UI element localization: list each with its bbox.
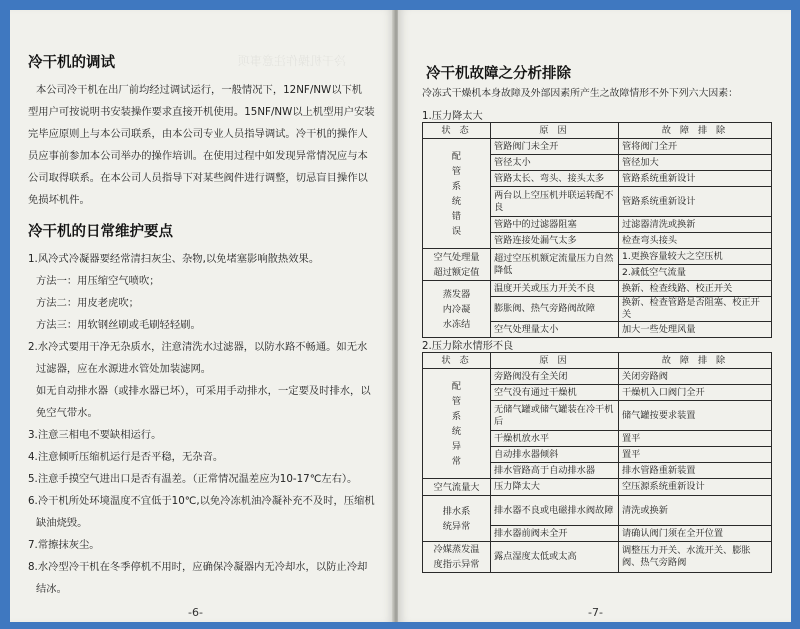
cause-cell: 管路阀门未全开	[491, 139, 619, 155]
maint-line-12: 6.冷干机所处环境温度不宜低于10℃,以免冷冻机油冷凝补充不及时，压缩机	[28, 495, 375, 507]
fix-cell: 管路系统重新设计	[619, 171, 772, 187]
fix-cell: 请确认阀门须在全开位置	[619, 526, 772, 542]
page-number-left: -6-	[188, 606, 203, 619]
table-header-row	[423, 123, 772, 139]
state-char: 管	[451, 165, 462, 177]
troubleshooting-title: 冷干机故障之分析排除	[426, 66, 571, 82]
state-cell-piping-abnormal	[423, 369, 491, 479]
table-row	[423, 479, 772, 496]
cause-cell: 管径太小	[491, 155, 619, 171]
maint-line-14: 7.常擦抹灰尘。	[28, 539, 100, 551]
fix-cell: 排水管路重新装置	[619, 463, 772, 479]
maint-line-10: 4.注意倾听压缩机运行是否平稳，无杂音。	[28, 451, 224, 463]
fix-cell: 管径加大	[619, 155, 772, 171]
fix-cell: 1.更换容量较大之空压机	[619, 249, 772, 265]
table-header-row	[423, 353, 772, 369]
bleed-through-text: 冷干机操作注意事项	[238, 54, 347, 68]
page-number-right: -7-	[588, 606, 603, 619]
fix-cell: 清洗或换新	[619, 496, 772, 526]
state-line: 空气处理量	[433, 251, 480, 263]
fix-cell: 2.减低空气流量	[619, 265, 772, 281]
state-cell-air-overload	[423, 249, 491, 281]
fix-cell: 管将阀门全开	[619, 139, 772, 155]
state-char: 配	[451, 380, 462, 392]
subsection-pressure-drop: 1.压力降太大	[422, 111, 483, 122]
state-line: 蒸发器	[442, 288, 471, 300]
state-cell-evaporator-freeze	[423, 281, 491, 338]
fix-cell: 置平	[619, 431, 772, 447]
state-char: 管	[451, 395, 462, 407]
state-line: 内冷凝	[442, 303, 471, 315]
fix-cell: 换新、检查线路、校正开关	[619, 281, 772, 297]
cause-cell: 干燥机放水平	[491, 431, 619, 447]
table-row	[423, 496, 772, 526]
cause-cell: 管路连接处漏气太多	[491, 233, 619, 249]
debug-line-3: 完毕应原则上与本公司联系，由本公司专业人员指导调试。冷干机的操作人	[28, 128, 368, 140]
debug-line-6: 免损坏机件。	[28, 194, 90, 206]
state-cell-drain-abnormal	[423, 496, 491, 542]
state-char: 异	[451, 440, 462, 452]
fix-cell: 过滤器清洗或换新	[619, 217, 772, 233]
debug-line-4: 员应事前参加本公司举办的操作培训。在使用过程中如发现异常情况应与本	[28, 150, 368, 162]
state-line: 统异常	[442, 520, 471, 532]
fix-cell: 检查弯头接头	[619, 233, 772, 249]
maint-line-1: 1.风冷式冷凝器要经常清扫灰尘、杂物,以免堵塞影响散热效果。	[28, 253, 320, 265]
fix-cell: 储气罐按要求装置	[619, 401, 772, 431]
maint-line-3: 方法二：用皮老虎吹；	[36, 297, 139, 309]
state-cell-piping-error	[423, 139, 491, 249]
cause-cell: 自动排水器倾斜	[491, 447, 619, 463]
table-row	[423, 249, 772, 265]
state-line: 冷媒蒸发温	[433, 544, 480, 555]
state-line: 超过额定值	[433, 266, 480, 278]
debug-line-5: 公司取得联系。在本公司人员指导下对某些阀件进行调整，切忌盲目操作以	[28, 172, 368, 184]
troubleshooting-intro: 冷冻式干燥机本身故障及外部因素所产生之故障情形不外下列六大因素：	[422, 88, 739, 99]
fix-cell: 关闭旁路阀	[619, 369, 772, 385]
cause-cell: 两台以上空压机并联运转配不良	[491, 187, 619, 217]
state-char: 常	[451, 455, 462, 467]
debug-line-1: 本公司冷干机在出厂前均经过调试运行，一般情况下，12NF/NW以下机	[36, 84, 363, 96]
state-line: 排水系	[442, 505, 471, 517]
state-char: 系	[451, 410, 462, 422]
maint-line-11: 5.注意手摸空气进出口是否有温差。（正常情况温差应为10-17℃左右）。	[28, 473, 358, 485]
header-state: 状 态	[423, 353, 491, 369]
cause-cell: 管路中的过滤器阻塞	[491, 217, 619, 233]
cause-cell: 温度开关或压力开关不良	[491, 281, 619, 297]
state-char: 统	[451, 425, 462, 437]
maint-line-5: 2.水冷式要用干净无杂质水，注意清洗水过滤器，以防水路不畅通。如无水	[28, 341, 368, 353]
header-state: 状 态	[423, 123, 491, 139]
table-row	[423, 542, 772, 573]
fix-cell: 管路系统重新设计	[619, 187, 772, 217]
right-page	[398, 10, 791, 622]
fix-cell: 调整压力开关、水流开关、膨胀阀、热气旁路阀	[619, 542, 772, 573]
cause-cell: 膨胀阀、热气旁路阀故障	[491, 297, 619, 322]
table-row	[423, 369, 772, 385]
state-line: 水冻结	[442, 318, 471, 330]
maint-line-2: 方法一：用压缩空气喷吹；	[36, 275, 160, 287]
maint-line-8: 免空气带水。	[36, 407, 98, 419]
table-row	[423, 281, 772, 297]
maint-line-13: 缺油烧毁。	[36, 517, 88, 529]
left-page	[10, 10, 394, 622]
cause-cell: 压力降太大	[491, 479, 619, 496]
fix-cell: 加大一些处理风量	[619, 322, 772, 338]
table-row	[423, 139, 772, 155]
pressure-drop-table	[422, 122, 772, 338]
state-char: 统	[451, 195, 462, 207]
cause-cell: 空气处理量太小	[491, 322, 619, 338]
cause-cell: 空气没有通过干燥机	[491, 385, 619, 401]
section-title-debugging: 冷干机的调试	[28, 55, 115, 71]
header-fix: 故 障 排 除	[619, 123, 772, 139]
cause-cell: 排水器前阀未全开	[491, 526, 619, 542]
header-fix: 故 障 排 除	[619, 353, 772, 369]
state-cell-high-airflow: 空气流量大	[423, 479, 491, 496]
cause-cell: 无储气罐或储气罐装在冷干机后	[491, 401, 619, 431]
state-line: 度指示异常	[433, 559, 480, 570]
state-cell-refrigerant-temp	[423, 542, 491, 573]
maint-line-4: 方法三：用软钢丝刷或毛刷轻轻刷。	[36, 319, 201, 331]
fix-cell: 换新、检查管路是否阻塞、校正开关	[619, 297, 772, 322]
fix-cell: 置平	[619, 447, 772, 463]
fix-cell: 干燥机入口阀门全开	[619, 385, 772, 401]
cause-cell: 排水管路高于自动排水器	[491, 463, 619, 479]
fix-cell: 空压源系统重新设计	[619, 479, 772, 496]
cause-cell: 管路太长、弯头、接头太多	[491, 171, 619, 187]
header-cause: 原 因	[491, 123, 619, 139]
cause-cell: 旁路阀没有全关闭	[491, 369, 619, 385]
debug-line-2: 型用户可按说明书安装操作要求直接开机使用。15NF/NW以上机型用户安装	[28, 106, 375, 118]
maint-line-7: 如无自动排水器（或排水器已坏），可采用手动排水，一定要及时排水，以	[36, 385, 371, 397]
state-char: 系	[451, 180, 462, 192]
section-title-maintenance: 冷干机的日常维护要点	[28, 224, 173, 240]
maint-line-16: 结冰。	[36, 583, 67, 595]
cause-cell: 超过空压机额定流量压力自然降低	[491, 249, 619, 281]
maint-line-6: 过滤器，应在水源进水管处加装滤网。	[36, 363, 212, 375]
maint-line-9: 3.注意三相电不要缺相运行。	[28, 429, 162, 441]
maint-line-15: 8.水冷型冷干机在冬季停机不用时，应确保冷凝器内无冷却水，以防止冷却	[28, 561, 368, 573]
drainage-table	[422, 352, 772, 573]
cause-cell: 露点湿度太低或太高	[491, 542, 619, 573]
subsection-drainage: 2.压力除水情形不良	[422, 341, 514, 352]
state-char: 误	[451, 225, 462, 237]
header-cause: 原 因	[491, 353, 619, 369]
cause-cell: 排水器不良或电磁排水阀故障	[491, 496, 619, 526]
state-char: 配	[451, 150, 462, 162]
state-char: 错	[451, 210, 462, 222]
